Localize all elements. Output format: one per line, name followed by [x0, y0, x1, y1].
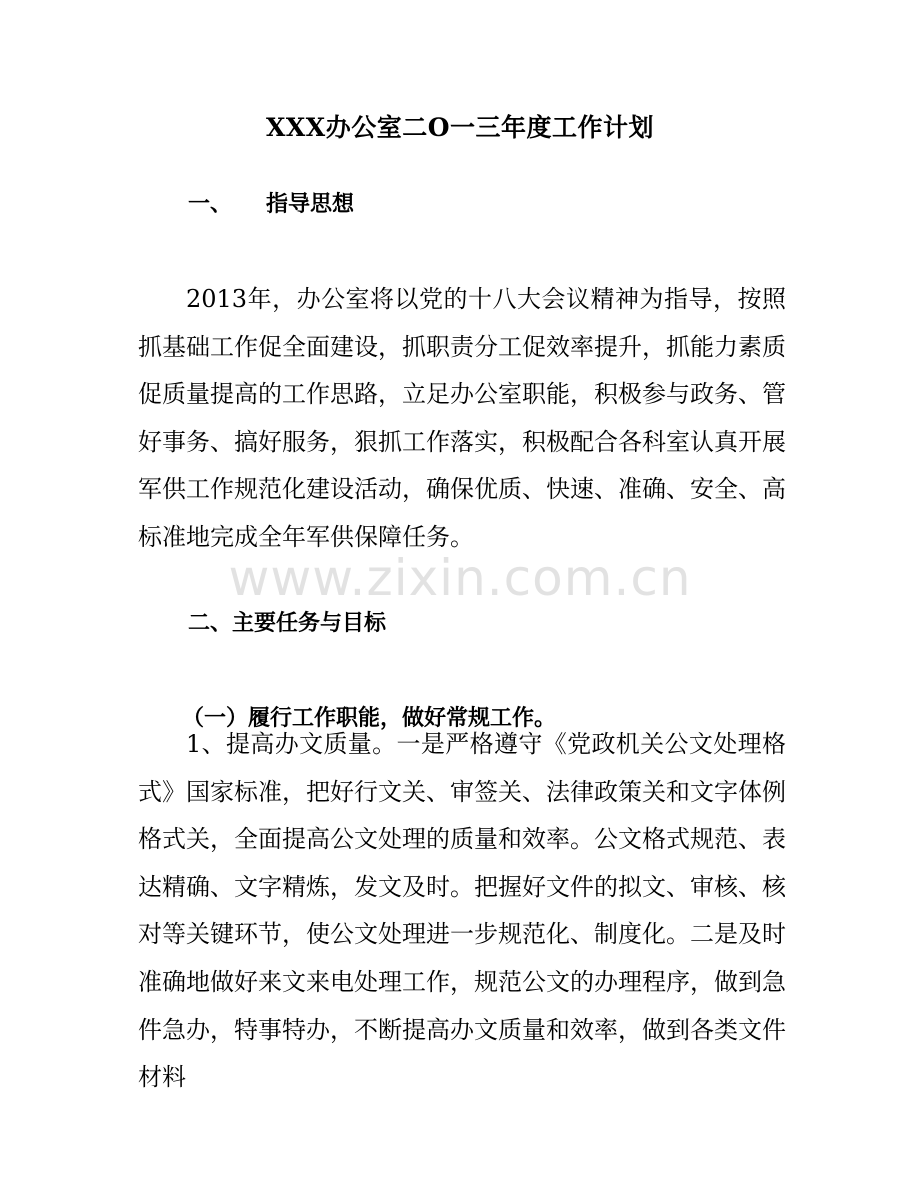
- section-1-paragraph: 2013年，办公室将以党的十八大会议精神为指导，按照抓基础工作促全面建设，抓职责分工促效率提升，抓能力素质促质量提高的工作思路，立足办公室职能，积极参与政务、管好事务、搞好服务，狠抓工作落实，积极配合各科室认真开展军供工作规范化建设活动，确保优质、快速、准确、安全、高标准地完成全年军供保障任务。: [138, 285, 786, 551]
- document-title: XXX办公室二O一三年度工作计划: [266, 113, 654, 142]
- subsection-1-heading: （一）履行工作职能，做好常规工作。: [182, 705, 557, 731]
- section-1-number: 一、: [188, 191, 233, 217]
- watermark: www.zixin.com.cn: [228, 549, 692, 607]
- section-1-title: 指导思想: [266, 191, 355, 217]
- subsection-1-paragraph: 1、提高办文质量。一是严格遵守《党政机关公文处理格式》国家标准，把好行文关、审签关、法律政策关和文字体例格式关，全面提高公文处理的质量和效率。公文格式规范、表达精确、文字精炼，发文及时。把握好文件的拟文、审核、核对等关键环节，使公文处理进一步规范化、制度化。二是及时准确地做好来文来电处理工作，规范公文的办理程序，做到急件急办，特事特办，不断提高办文质量和效率，做到各类文件材料: [138, 730, 786, 1092]
- section-1-heading: [188, 186, 354, 222]
- section-2-heading: 二、主要任务与目标: [188, 610, 387, 636]
